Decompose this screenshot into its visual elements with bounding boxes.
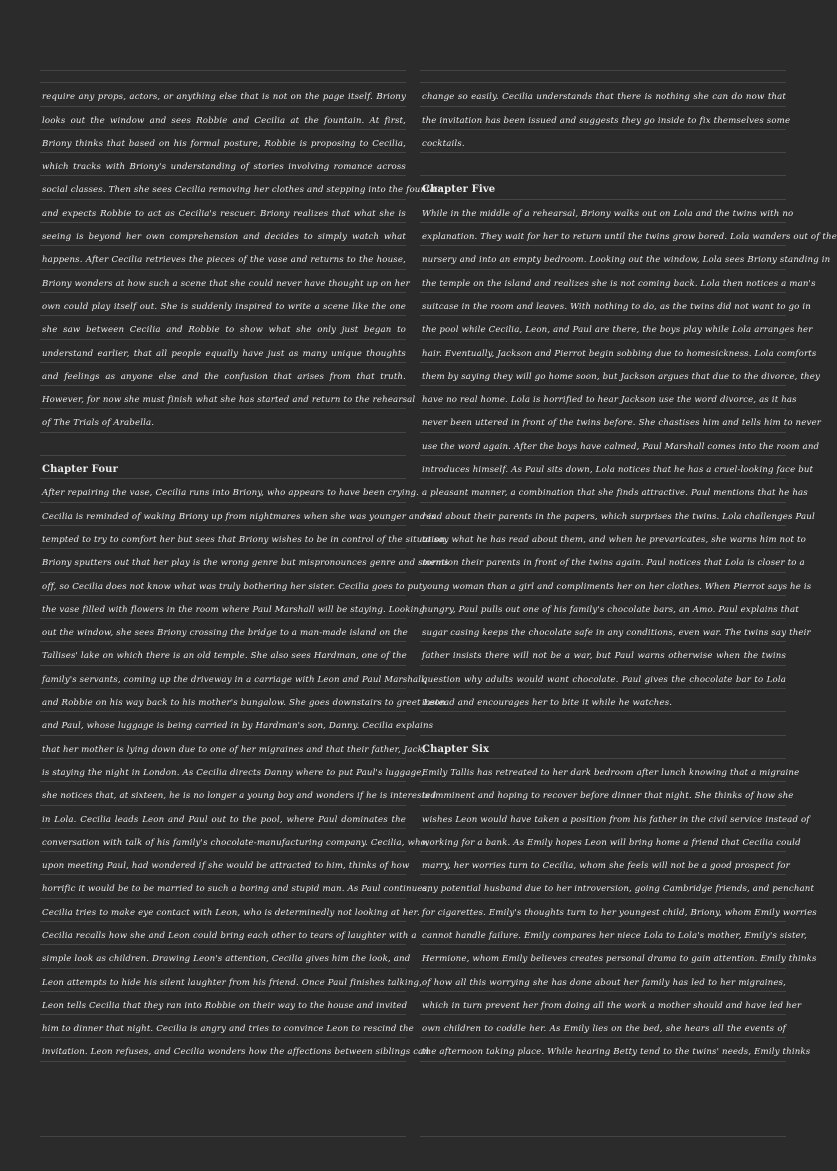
text-line: family's servants, coming up the driveway in a carriage with Leon and Paul Marshall,	[40, 666, 406, 689]
text-line: the temple on the island and realizes she is not coming back. Lola then notices a man's	[420, 270, 786, 293]
text-line: father insists there will not be a war, but Paul warns otherwise when the twins	[420, 642, 786, 665]
text-line: Briony wonders at how such a scene that she could never have thought up on her	[40, 270, 406, 293]
text-line: she notices that, at sixteen, he is no longer a young boy and wonders if he is interested	[40, 782, 406, 805]
text-line: is staying the night in London. As Cecilia directs Danny where to put Paul's luggage,	[40, 759, 406, 782]
text-line: and feelings as anyone else and the confusion that arises from that truth.	[40, 363, 406, 386]
text-line: seeing is beyond her own comprehension and decides to simply watch what	[40, 223, 406, 246]
blank-line	[420, 153, 786, 176]
text-line: simple look as children. Drawing Leon's attention, Cecilia gives him the look, and	[40, 945, 406, 968]
text-line: cannot handle failure. Emily compares her niece Lola to Lola's mother, Emily's sister,	[420, 922, 786, 945]
text-line: While in the middle of a rehearsal, Briony walks out on Lola and the twins with no	[420, 200, 786, 223]
text-line: require any props, actors, or anything else that is not on the page itself. Briony	[40, 83, 406, 106]
text-line: and Paul, whose luggage is being carried in by Hardman's son, Danny. Cecilia explains	[40, 712, 406, 735]
text-line: horrific it would be to be married to such a boring and stupid man. As Paul continues,	[40, 875, 406, 898]
text-line: hair. Eventually, Jackson and Pierrot begin sobbing due to homesickness. Lola comforts	[420, 340, 786, 363]
text-line: own children to coddle her. As Emily lies on the bed, she hears all the events of	[420, 1015, 786, 1038]
text-line: looks out the window and sees Robbie and Cecilia at the fountain. At first,	[40, 107, 406, 130]
chapter-heading: Chapter Five	[420, 176, 786, 199]
text-line: Emily Tallis has retreated to her dark bedroom after lunch knowing that a migraine	[420, 759, 786, 782]
text-line: and expects Robbie to act as Cecilia's rescuer. Briony realizes that what she is	[40, 200, 406, 223]
text-line: have no real home. Lola is horrified to hear Jackson use the word divorce, as it has	[420, 386, 786, 409]
text-line: out the window, she sees Briony crossing the bridge to a man-made island on the	[40, 619, 406, 642]
blank-line	[40, 60, 406, 83]
text-line: wishes Leon would have taken a position from his father in the civil service instead of	[420, 806, 786, 829]
text-line: them by saying they will go home soon, but Jackson argues that due to the divorce, they	[420, 363, 786, 386]
text-fragment: .	[151, 418, 155, 429]
text-line: Hermione, whom Emily believes creates personal drama to gain attention. Emily thinks	[420, 945, 786, 968]
text-line: any potential husband due to her introversion, going Cambridge friends, and penchant	[420, 875, 786, 898]
text-line: tempted to try to comfort her but sees that Briony wishes to be in control of the situation.	[40, 526, 406, 549]
chapter-heading: Chapter Six	[420, 736, 786, 759]
text-line: Cecilia is reminded of waking Briony up from nightmares when she was younger and is	[40, 503, 406, 526]
text-line: in Lola. Cecilia leads Leon and Paul out to the pool, where Paul dominates the	[40, 806, 406, 829]
text-line: read about their parents in the papers, which surprises the twins. Lola challenges Paul	[420, 503, 786, 526]
text-line: working for a bank. As Emily hopes Leon will bring home a friend that Cecilia could	[420, 829, 786, 852]
text-line: instead and encourages her to bite it while he watches.	[420, 689, 786, 712]
text-line: of how all this worrying she has done about her family has led to her migraines,	[420, 969, 786, 992]
text-line: change so easily. Cecilia understands that there is nothing she can do now that	[420, 83, 786, 106]
text-line: marry, her worries turn to Cecilia, whom she feels will not be a good prospect for	[420, 852, 786, 875]
text-line: the afternoon taking place. While hearing Betty tend to the twins' needs, Emily thinks	[420, 1038, 786, 1061]
text-line: him to dinner that night. Cecilia is angry and tries to convince Leon to rescind the	[40, 1015, 406, 1038]
text-line: the vase filled with flowers in the room where Paul Marshall will be staying. Looking	[40, 596, 406, 619]
text-line: use the word again. After the boys have calmed, Paul Marshall comes into the room and	[420, 433, 786, 456]
text-line: is imminent and hoping to recover before dinner that night. She thinks of how she	[420, 782, 786, 805]
text-line: nursery and into an empty bedroom. Looking out the window, Lola sees Briony standing in	[420, 246, 786, 269]
text-line: invitation. Leon refuses, and Cecilia wonders how the affections between siblings can	[40, 1038, 406, 1061]
text-line: Briony sputters out that her play is the wrong genre but mispronounces genre and storms	[40, 549, 406, 572]
text-line: Tallises' lake on which there is an old temple. She also sees Hardman, one of the	[40, 642, 406, 665]
text-line: suitcase in the room and leaves. With nothing to do, as the twins did not want to go in	[420, 293, 786, 316]
text-line: However, for now she must finish what she has started and return to the rehearsal	[40, 386, 406, 409]
right-column	[420, 60, 837, 1062]
text-line: introduces himself. As Paul sits down, Lola notices that he has a cruel-looking face but	[420, 456, 786, 479]
text-line: explanation. They wait for her to return until the twins grow bored. Lola wanders out of the	[420, 223, 786, 246]
text-line: never been uttered in front of the twins before. She chastises him and tells him to never	[420, 409, 786, 432]
text-line: understand earlier, that all people equally have just as many unique thoughts	[40, 340, 406, 363]
blank-line	[420, 60, 786, 83]
text-line: and Robbie on his way back to his mother's bungalow. She goes downstairs to greet Leon	[40, 689, 406, 712]
text-line: own could play itself out. She is suddenly inspired to write a scene like the one	[40, 293, 406, 316]
blank-line	[40, 433, 406, 456]
text-line: young woman than a girl and compliments her on her clothes. When Pierrot says he is	[420, 573, 786, 596]
chapter-heading: Chapter Four	[40, 456, 406, 479]
text-line: which in turn prevent her from doing all the work a mother should and have led her	[420, 992, 786, 1015]
bottom-rule	[420, 1136, 786, 1137]
text-line: a pleasant manner, a combination that she finds attractive. Paul mentions that he has	[420, 479, 786, 502]
text-line: off, so Cecilia does not know what was truly bothering her sister. Cecilia goes to put	[40, 573, 406, 596]
text-line: Cecilia recalls how she and Leon could bring each other to tears of laughter with a	[40, 922, 406, 945]
text-line: After repairing the vase, Cecilia runs into Briony, who appears to have been crying.	[40, 479, 406, 502]
bottom-rule	[40, 1136, 406, 1137]
text-line: the pool while Cecilia, Leon, and Paul are there, the boys play while Lola arranges her	[420, 316, 786, 339]
text-line: social classes. Then she sees Cecilia removing her clothes and stepping into the fountain	[40, 176, 406, 199]
text-line: the invitation has been issued and suggests they go inside to fix themselves some	[420, 107, 786, 130]
text-line: hungry, Paul pulls out one of his family's chocolate bars, an Amo. Paul explains that	[420, 596, 786, 619]
text-line: sugar casing keeps the chocolate safe in any conditions, even war. The twins say their	[420, 619, 786, 642]
text-line: happens. After Cecilia retrieves the pieces of the vase and returns to the house,	[40, 246, 406, 269]
text-line: for cigarettes. Emily's thoughts turn to her youngest child, Briony, whom Emily worries	[420, 899, 786, 922]
text-line: Leon attempts to hide his silent laughter from his friend. Once Paul finishes talking,	[40, 969, 406, 992]
text-line: she saw between Cecilia and Robbie to show what she only just began to	[40, 316, 406, 339]
text-line: which tracks with Briony's understanding of stories involving romance across	[40, 153, 406, 176]
text-line: to say what he has read about them, and when he prevaricates, she warns him not to	[420, 526, 786, 549]
text-line: question why adults would want chocolate. Paul gives the chocolate bar to Lola	[420, 666, 786, 689]
text-line: conversation with talk of his family's chocolate-manufacturing company. Cecilia, who,	[40, 829, 406, 852]
text-line	[40, 409, 406, 432]
text-line: Leon tells Cecilia that they ran into Robbie on their way to the house and invited	[40, 992, 406, 1015]
text-line: upon meeting Paul, had wondered if she would be attracted to him, thinks of how	[40, 852, 406, 875]
text-line: mention their parents in front of the twins again. Paul notices that Lola is closer to a	[420, 549, 786, 572]
text-line: that her mother is lying down due to one of her migraines and that their father, Jack,	[40, 736, 406, 759]
book-title: The Trials of Arabella	[53, 418, 152, 429]
text-fragment: of	[42, 418, 54, 429]
text-line: Cecilia tries to make eye contact with Leon, who is determinedly not looking at her.	[40, 899, 406, 922]
text-line: cocktails.	[420, 130, 786, 153]
blank-line	[420, 712, 786, 735]
text-line: Briony thinks that based on his formal posture, Robbie is proposing to Cecilia,	[40, 130, 406, 153]
